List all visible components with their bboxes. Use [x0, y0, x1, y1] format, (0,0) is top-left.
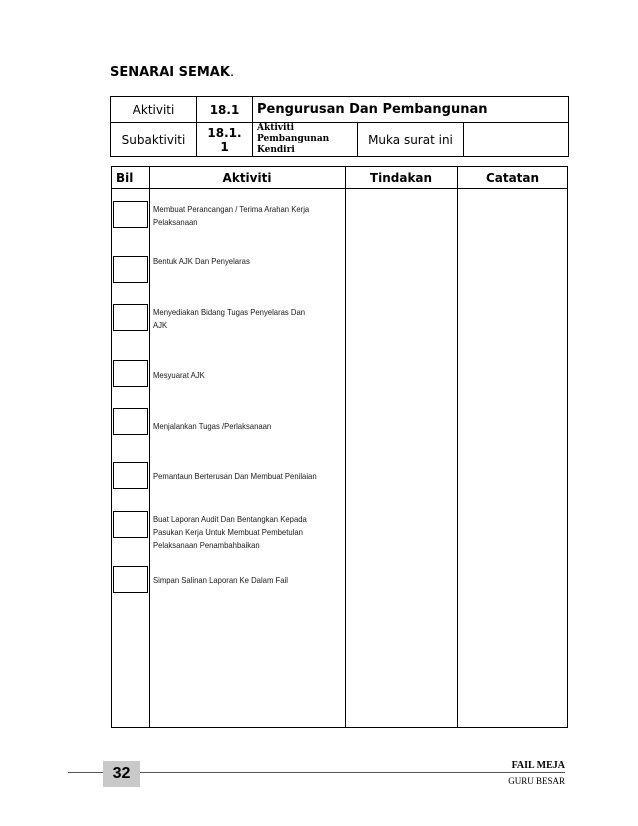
header-catatan: Catatan — [485, 171, 540, 185]
checkbox-item-4[interactable] — [113, 360, 148, 387]
title-text: SENARAI SEMAK — [110, 65, 230, 80]
list-item-line: Pasukan Kerja Untuk Membuat Pembetulan — [153, 527, 303, 537]
checkbox-item-5[interactable] — [113, 408, 148, 435]
checkbox-item-3[interactable] — [113, 304, 148, 331]
list-item — [153, 513, 328, 552]
subactivity-value-line2: Kendiri — [257, 145, 295, 155]
checkbox-item-6[interactable] — [113, 462, 148, 489]
checkbox-item-1[interactable] — [113, 201, 148, 228]
activity-label: Aktiviti — [111, 97, 197, 123]
list-item-line: Pemantaun Berterusan Dan Membuat Penilaian — [153, 471, 317, 481]
column-divider-tindakan — [457, 166, 458, 728]
footer-label-file: FAIL MEJA — [511, 760, 565, 771]
subactivity-row — [111, 123, 569, 157]
activity-row — [111, 97, 569, 123]
header-aktiviti: Aktiviti — [222, 171, 272, 185]
subactivity-number — [197, 123, 253, 157]
checkbox-item-7[interactable] — [113, 511, 148, 538]
checkbox-item-8[interactable] — [113, 566, 148, 593]
list-item — [153, 306, 328, 332]
list-item — [153, 369, 328, 382]
activity-number: 18.1 — [197, 97, 253, 123]
subactivity-number-line1: 18.1. — [207, 125, 242, 140]
list-item-line: Membuat Perancangan / Terima Arahan Kerja — [153, 204, 310, 214]
list-item-line: Simpan Salinan Laporan Ke Dalam Fail — [153, 575, 288, 585]
activity-value: Pengurusan Dan Pembangunan — [253, 97, 569, 123]
column-divider-bil — [149, 166, 150, 728]
list-item — [153, 203, 328, 229]
footer-label-role: GURU BESAR — [508, 776, 565, 786]
list-item-line: Menjalankan Tugas /Perlaksanaan — [153, 421, 272, 431]
page-number: 32 — [103, 761, 140, 787]
header-bil: Bil — [116, 171, 134, 185]
checkbox-item-2[interactable] — [113, 256, 148, 283]
subactivity-value-line1: Aktiviti Pembangunan — [257, 123, 330, 144]
list-item-line: Mesyuarat AJK — [153, 370, 205, 380]
list-item — [153, 574, 328, 587]
list-item-line: AJK — [153, 320, 168, 330]
page-value-cell[interactable] — [463, 123, 568, 157]
list-item — [153, 255, 328, 268]
footer-rule — [68, 772, 565, 773]
page-label: Muka surat ini — [358, 123, 463, 157]
subactivity-value — [253, 123, 358, 157]
page-title — [110, 65, 234, 80]
subactivity-label: Subaktiviti — [111, 123, 197, 157]
title-suffix: . — [229, 65, 235, 80]
list-item-line: Bentuk AJK Dan Penyelaras — [153, 256, 250, 266]
subactivity-number-line2: 1 — [220, 139, 229, 154]
activity-info-table — [110, 96, 569, 157]
list-item-line: Pelaksanaan — [153, 217, 198, 227]
list-item — [153, 420, 328, 433]
checklist-frame — [111, 166, 568, 728]
list-item-line: Buat Laporan Audit Dan Bentangkan Kepada — [153, 514, 307, 524]
list-item-line: Pelaksanaan Penambahbaikan — [153, 540, 260, 550]
column-divider-aktiviti — [345, 166, 346, 728]
header-divider — [111, 188, 568, 189]
list-item — [153, 470, 328, 483]
list-item-line: Menyediakan Bidang Tugas Penyelaras Dan — [153, 307, 306, 317]
header-tindakan: Tindakan — [369, 171, 433, 185]
